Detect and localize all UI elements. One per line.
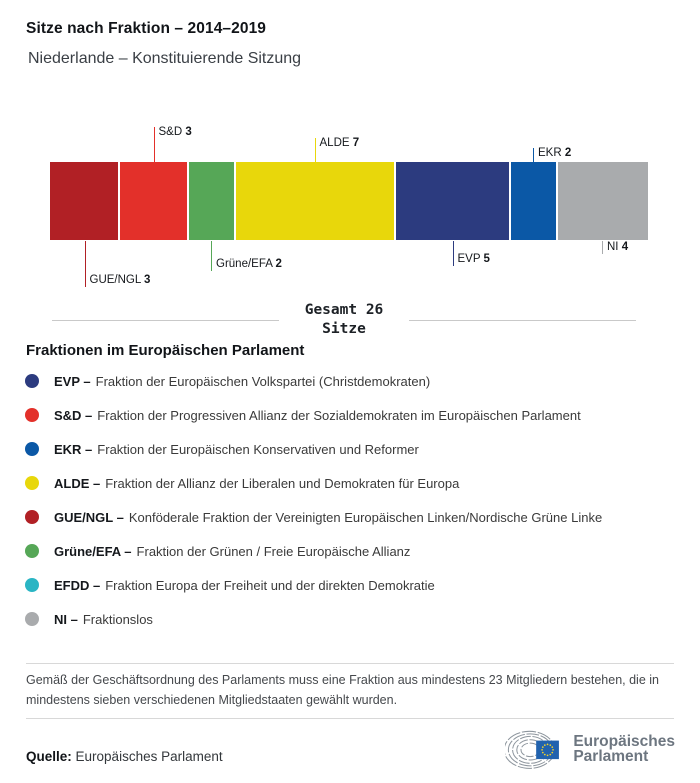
- legend-desc: Fraktion der Allianz der Liberalen und Demokraten für Europa: [105, 475, 460, 491]
- callout-value: 2: [275, 258, 282, 270]
- bar-segment-ekr: [511, 162, 556, 240]
- legend-abbr: Grüne/EFA –: [54, 543, 132, 559]
- callout-abbr: ALDE: [319, 137, 353, 149]
- legend-abbr: GUE/NGL –: [54, 509, 124, 525]
- callout-abbr: Grüne/EFA: [216, 258, 276, 270]
- callout-abbr: S&D: [158, 126, 186, 138]
- stacked-seat-bar: [50, 162, 648, 240]
- legend-item-ni: [25, 607, 153, 631]
- legend-item-gue-ngl: [25, 505, 602, 529]
- callout-label-gue-ngl: [90, 274, 151, 287]
- source-value: Europäisches Parlament: [75, 749, 223, 764]
- callout-tick-alde: [315, 138, 316, 162]
- legend-abbr: EKR –: [54, 441, 93, 457]
- total-seats-block: [52, 301, 636, 339]
- legend-desc: Fraktion Europa der Freiheit und der direkten Demokratie: [105, 577, 435, 593]
- legend-abbr: S&D –: [54, 407, 93, 423]
- logo-text-line2: Parlament: [573, 748, 649, 765]
- legend-abbr: NI –: [54, 611, 78, 627]
- callout-value: 3: [144, 274, 151, 286]
- callout-tick-gue-ngl: [85, 241, 86, 287]
- legend-desc: Fraktion der Progressiven Allianz der Sozialdemokraten im Europäischen Parlament: [97, 407, 581, 423]
- callout-value: 2: [564, 147, 572, 159]
- logo-text-line1: Europäisches: [573, 733, 675, 750]
- legend-color-dot: [25, 612, 39, 626]
- callout-tick-evp: [453, 241, 454, 266]
- bar-segment-grüne-efa: [189, 162, 234, 240]
- legend-desc: Fraktion der Europäischen Konservativen und Reformer: [97, 441, 419, 457]
- bar-segment-ni: [558, 162, 648, 240]
- total-seats-line1: Gesamt 26: [304, 302, 384, 318]
- callout-label-ni: [607, 241, 628, 254]
- page-title: Sitze nach Fraktion – 2014–2019: [26, 20, 267, 37]
- callout-value: 5: [483, 253, 490, 265]
- callout-label-evp: [458, 253, 490, 266]
- total-rule-right: [409, 320, 636, 321]
- ep-hemicycle-flag-icon: [505, 724, 567, 774]
- legend-color-dot: [25, 442, 39, 456]
- legend-abbr: EFDD –: [54, 577, 101, 593]
- callout-label-grüne-efa: [216, 258, 282, 271]
- bar-segment-alde: [236, 162, 394, 240]
- legend-desc: Fraktion der Europäischen Volkspartei (Christdemokraten): [95, 373, 431, 389]
- legend-item-grüne-efa: [25, 539, 410, 563]
- bar-segment-evp: [396, 162, 509, 240]
- callout-tick-s-d: [154, 127, 155, 162]
- footnote-text: Gemäß der Geschäftsordnung des Parlaments muss eine Fraktion aus mindestens 23 Mitgliedern bestehen, die in mindestens sieben verschiedenen Mitgliedstaaten gewählt wurden.: [26, 673, 659, 707]
- page-subtitle: Niederlande – Konstituierende Sitzung: [28, 50, 302, 67]
- callout-label-ekr: [538, 147, 571, 160]
- legend-abbr: ALDE –: [54, 475, 101, 491]
- callout-abbr: GUE/NGL: [89, 274, 145, 286]
- bar-segment-s-d: [120, 162, 188, 240]
- legend-color-dot: [25, 476, 39, 490]
- bar-segment-gue-ngl: [50, 162, 118, 240]
- callout-value: 3: [185, 126, 192, 138]
- legend-item-s-d: [25, 403, 581, 427]
- callout-abbr: EKR: [538, 147, 565, 159]
- legend-color-dot: [25, 408, 39, 422]
- legend-heading: Fraktionen im Europäischen Parlament: [26, 342, 305, 359]
- callout-abbr: NI: [607, 241, 622, 253]
- legend-item-efdd: [25, 573, 435, 597]
- legend-color-dot: [25, 510, 39, 524]
- total-seats-line2: Sitze: [322, 321, 366, 337]
- callout-label-s-d: [159, 126, 192, 139]
- total-rule-left: [52, 320, 279, 321]
- source-label: Quelle:: [26, 749, 72, 764]
- source-line: [26, 749, 223, 764]
- callout-tick-ni: [602, 241, 603, 254]
- divider-bottom: [26, 718, 674, 719]
- callout-abbr: EVP: [457, 253, 484, 265]
- legend-color-dot: [25, 374, 39, 388]
- legend-item-ekr: [25, 437, 419, 461]
- legend-desc: Konföderale Fraktion der Vereinigten Europäischen Linken/Nordische Grüne Linke: [128, 509, 603, 525]
- legend-item-alde: [25, 471, 459, 495]
- callout-value: 7: [352, 137, 360, 149]
- legend-desc: Fraktion der Grünen / Freie Europäische Allianz: [136, 543, 411, 559]
- legend-item-evp: [25, 369, 430, 393]
- logo-text: [573, 734, 675, 764]
- legend-color-dot: [25, 544, 39, 558]
- callout-label-alde: [320, 137, 360, 150]
- divider-top: [26, 663, 674, 664]
- callout-tick-grüne-efa: [211, 241, 212, 271]
- legend-desc: Fraktionslos: [82, 611, 153, 627]
- callout-tick-ekr: [533, 148, 534, 162]
- legend-abbr: EVP –: [54, 373, 91, 389]
- european-parliament-logo: [505, 724, 675, 774]
- total-seats-label: [305, 301, 384, 339]
- callout-value: 4: [621, 241, 629, 253]
- legend-color-dot: [25, 578, 39, 592]
